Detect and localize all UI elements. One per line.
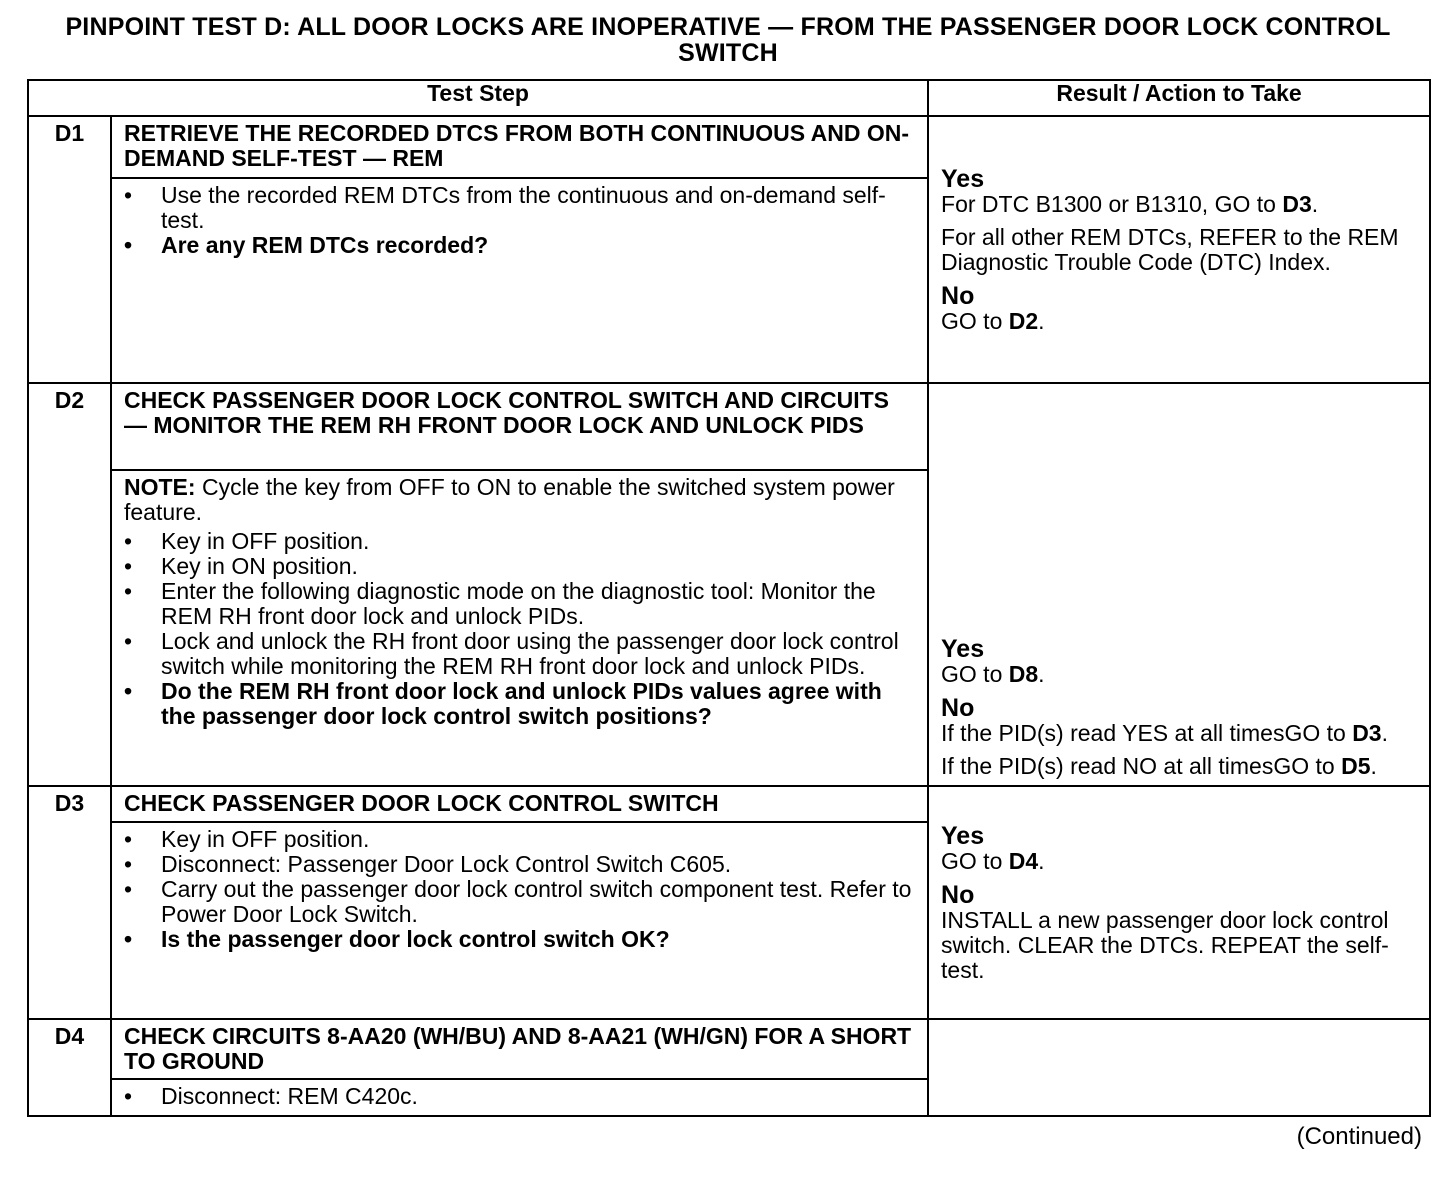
no-label: No <box>941 880 975 909</box>
list-item: • Use the recorded REM DTCs from the continuous and on-demand self-test. <box>124 183 917 233</box>
step-body-d2 <box>111 470 928 786</box>
yes-label: Yes <box>941 164 985 193</box>
result-text: GO to D8. <box>941 661 1045 687</box>
list-item: • Key in OFF position. <box>124 529 917 554</box>
step-title-d3: CHECK PASSENGER DOOR LOCK CONTROL SWITCH <box>111 786 928 822</box>
list-item: • Enter the following diagnostic mode on the diagnostic tool: Monitor the REM RH front door lock and unlock PIDs. <box>124 579 917 629</box>
step-reference: D4 <box>1008 847 1039 874</box>
table-row <box>28 1019 1430 1079</box>
step-body-d4 <box>111 1079 928 1116</box>
result-text: INSTALL a new passenger door lock control switch. CLEAR the DTCs. REPEAT the self-test. <box>941 906 1389 983</box>
no-label: No <box>941 694 975 722</box>
table-row <box>28 786 1430 822</box>
table-row <box>28 383 1430 470</box>
list-item: • Carry out the passenger door lock control switch component test. Refer to Power Door Lock Switch. <box>124 877 917 927</box>
result-text: If the PID(s) read YES at all timesGO to D3. <box>941 720 1388 746</box>
step-reference: D3 <box>1352 720 1382 746</box>
no-label: No <box>941 281 975 310</box>
yes-label: Yes <box>941 635 985 663</box>
step-id-d2: D2 <box>28 383 111 786</box>
result-text: For DTC B1300 or B1310, GO to D3. <box>941 190 1319 217</box>
pinpoint-test-table <box>27 79 1431 1117</box>
yes-label: Yes <box>941 821 985 850</box>
result-text: GO to D2. <box>941 307 1045 334</box>
step-reference: D3 <box>1282 190 1312 217</box>
step-body-d1 <box>111 178 928 383</box>
result-text: If the PID(s) read NO at all timesGO to D5. <box>941 753 1377 779</box>
note-label: NOTE: <box>124 474 196 500</box>
step-id-d1: D1 <box>28 116 111 383</box>
list-item: • Key in OFF position. <box>124 827 917 852</box>
header-test-step: Test Step <box>28 80 928 116</box>
step-reference: D8 <box>1008 661 1039 687</box>
list-item: • Are any REM DTCs recorded? <box>124 233 917 258</box>
list-item: • Disconnect: Passenger Door Lock Control Switch C605. <box>124 852 917 877</box>
result-text: For all other REM DTCs, REFER to the REM Diagnostic Trouble Code (DTC) Index. <box>941 223 1399 275</box>
step-title-d1: RETRIEVE THE RECORDED DTCS FROM BOTH CONTINUOUS AND ON-DEMAND SELF-TEST — REM <box>111 116 928 178</box>
table-header-row <box>28 80 1430 116</box>
list-item: • Lock and unlock the RH front door using the passenger door lock control switch while monitoring the REM RH front door lock and unlock PIDs. <box>124 629 917 679</box>
step-body-d3 <box>111 822 928 1019</box>
step-title-d4: CHECK CIRCUITS 8-AA20 (WH/BU) AND 8-AA21 (WH/GN) FOR A SHORT TO GROUND <box>111 1019 928 1079</box>
step-id-d4: D4 <box>28 1019 111 1116</box>
step-reference: D2 <box>1008 307 1039 334</box>
result-d2 <box>928 383 1430 786</box>
result-d3 <box>928 786 1430 1019</box>
result-text: GO to D4. <box>941 847 1045 874</box>
table-row <box>28 116 1430 178</box>
note: NOTE: Cycle the key from OFF to ON to enable the switched system power feature. <box>124 474 895 525</box>
result-d1 <box>928 116 1430 383</box>
list-item: • Do the REM RH front door lock and unlock PIDs values agree with the passenger door lock control switch positions? <box>124 679 917 729</box>
header-result: Result / Action to Take <box>928 80 1430 116</box>
list-item: • Is the passenger door lock control switch OK? <box>124 927 917 952</box>
result-d4 <box>928 1019 1430 1116</box>
page-title: PINPOINT TEST D: ALL DOOR LOCKS ARE INOPERATIVE — FROM THE PASSENGER DOOR LOCK CONTROL SWITCH <box>65 13 1391 67</box>
step-reference: D5 <box>1341 753 1371 779</box>
list-item: • Disconnect: REM C420c. <box>124 1084 917 1109</box>
continued-label: (Continued) <box>1296 1123 1422 1150</box>
step-id-d3: D3 <box>28 786 111 1019</box>
step-title-d2: CHECK PASSENGER DOOR LOCK CONTROL SWITCH AND CIRCUITS — MONITOR THE REM RH FRONT DOOR LOCK AND UNLOCK PIDS <box>111 383 928 470</box>
list-item: • Key in ON position. <box>124 554 917 579</box>
